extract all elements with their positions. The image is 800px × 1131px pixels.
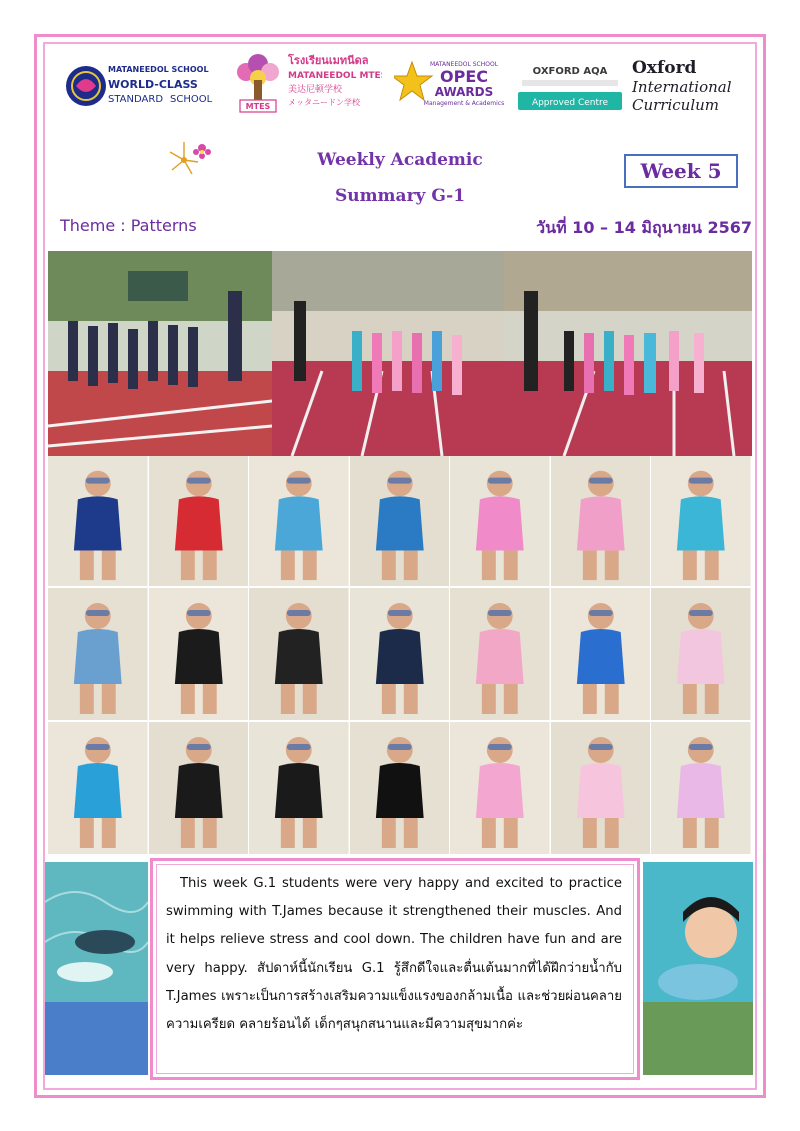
student-portrait [551,588,651,720]
page-title-line2: Summary G-1 [334,186,466,206]
student-portrait [249,456,349,586]
student-portrait [350,722,450,854]
theme-label: Theme : Patterns [60,216,197,235]
student-portrait [551,456,651,586]
group-photo-3 [504,251,752,456]
underwater-photo [45,862,148,1075]
student-portrait [149,588,249,720]
mtes-badge: MTES [245,102,271,111]
summary-paragraph: This week G.1 students were very happy and excited to practice swimming with T.James because it strengthened their muscles. And it helps relieve stress and cool down. The children have fun and are very happy. สัปดาห์นี้นักเรียน G.1 รู้สึกดีใจและตื่นเต้นมากที่ได้ฝึกว่ายน้ำกับ T.James เพราะเป็นการสร้างเสริมความแข็งแรงของกล้ามเนื้อ และช่วยผ่อนคลายความเครียด คลายร้อนได้ เด็กๆสนุกสนานและมีความสุขมากค่ะ [166,876,622,1033]
student-portrait [651,588,751,720]
opec-sub-text: Management & Academics [423,100,505,107]
mtes-logo [232,50,382,120]
mataneedol-logo-line1: MATANEEDOL SCHOOL [108,65,209,74]
oic-line1: Oxford [632,58,697,78]
approved-centre-badge: Approved Centre [531,98,609,108]
student-portrait [249,588,349,720]
student-portrait [48,588,148,720]
mtes-english: MATANEEDOL MTES [288,71,382,81]
mataneedol-school-logo [62,58,218,116]
student-portrait [551,722,651,854]
oxford-aqa-logo [516,60,624,112]
mtes-chinese: 美达尼顿学校 [288,85,343,95]
student-portrait [651,722,751,854]
student-portrait [149,456,249,586]
mtes-thai: โรงเรียนเมทนีดล [288,54,369,67]
mataneedol-logo-line2: WORLD-CLASS [108,78,198,91]
mataneedol-logo-line4: SCHOOL [170,94,213,105]
oic-line3: Curriculum [632,96,720,114]
mtes-japanese: メッタニードン学校 [288,98,360,107]
date-range: วันที่ 10 – 14 มิถุนายน 2567 [536,218,752,237]
student-portrait [149,722,249,854]
child-in-pool-photo [643,862,753,1075]
student-portrait [651,456,751,586]
oxford-international-curriculum-logo [632,58,752,114]
student-portrait [450,456,550,586]
student-portrait [350,456,450,586]
student-portrait [350,588,450,720]
student-portrait [249,722,349,854]
student-portrait [48,722,148,854]
student-portrait [450,722,550,854]
week-badge: Week 5 [624,154,738,188]
oxford-aqa-text: OXFORD AQA [532,66,608,77]
student-portrait [450,588,550,720]
group-photo-1 [48,251,272,456]
page-title-line1: Weekly Academic [317,150,483,170]
student-portrait [48,456,148,586]
opec-big-text: OPEC [440,67,488,86]
opec-top-text: MATANEEDOL SCHOOL [429,61,499,68]
group-photo-2 [272,251,504,456]
opec-awards-logo [394,58,506,108]
oic-line2: International [632,78,732,96]
opec-awards-text: AWARDS [434,85,494,99]
mataneedol-logo-line3: STANDARD [108,94,164,105]
